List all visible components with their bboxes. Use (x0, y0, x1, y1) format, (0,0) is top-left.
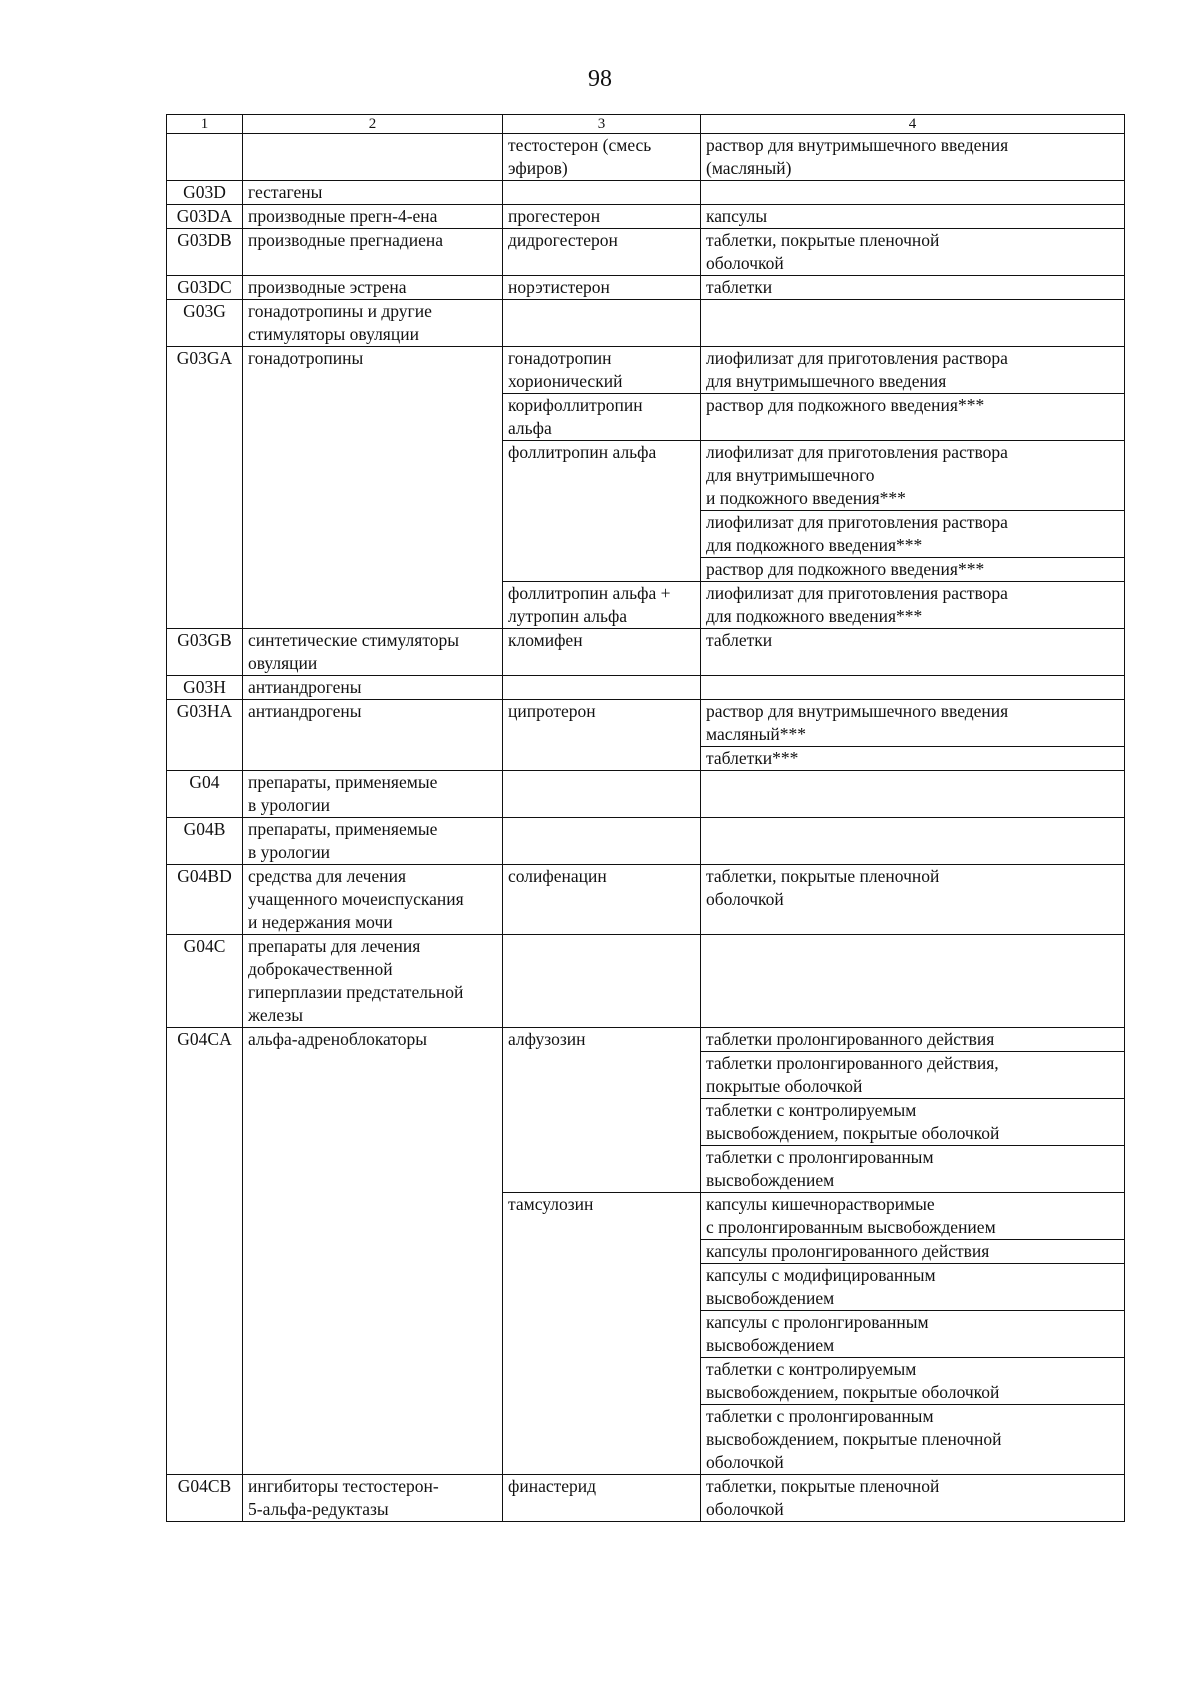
group-name-cell: альфа-адреноблокаторы (243, 1028, 503, 1475)
dosage-form-cell (701, 134, 1125, 181)
group-name-cell: препараты для лечения доброкачественной гиперплазии предстательной железы (243, 935, 503, 1028)
dosage-form-item: таблетки, покрытые пленочной оболочкой (706, 1476, 940, 1519)
dosage-form-cell (701, 181, 1125, 205)
dosage-form-item: раствор для подкожного введения*** (701, 557, 1124, 581)
drug-name-cell: солифенацин (503, 865, 701, 935)
table-row (167, 134, 1125, 181)
page-number: 98 (588, 66, 612, 92)
group-name-cell (243, 134, 503, 181)
dosage-form-cell (701, 347, 1125, 394)
dosage-form-item: капсулы пролонгированного действия (701, 1239, 1124, 1263)
atc-code-cell: G03D (167, 181, 243, 205)
dosage-form-item: капсулы с пролонгированным высвобождением (701, 1310, 1124, 1357)
group-name-cell: антиандрогены (243, 676, 503, 700)
table-row (167, 865, 1125, 935)
dosage-form-cell (701, 205, 1125, 229)
group-name-cell: препараты, применяемые в урологии (243, 771, 503, 818)
dosage-form-item: таблетки с контролируемым высвобождением, покрытые оболочкой (701, 1098, 1124, 1145)
dosage-form-cell (701, 1028, 1125, 1193)
dosage-form-item: таблетки с пролонгированным высвобождением, покрытые пленочной оболочкой (701, 1404, 1124, 1474)
dosage-form-item: таблетки, покрытые пленочной оболочкой (706, 866, 940, 909)
atc-code-cell: G03DB (167, 229, 243, 276)
drug-name-cell (503, 181, 701, 205)
table-row (167, 676, 1125, 700)
atc-code-cell: G03GA (167, 347, 243, 629)
drug-name-cell: кломифен (503, 629, 701, 676)
group-name-cell: гестагены (243, 181, 503, 205)
dosage-form-cell (701, 700, 1125, 771)
drug-name-cell (503, 676, 701, 700)
atc-code-cell: G03DA (167, 205, 243, 229)
drug-name-cell: алфузозин (503, 1028, 701, 1193)
group-name-cell: синтетические стимуляторы овуляции (243, 629, 503, 676)
drug-name-cell: норэтистерон (503, 276, 701, 300)
dosage-form-item: таблетки (706, 630, 773, 650)
header-col-4: 4 (701, 115, 1125, 134)
dosage-form-item: раствор для подкожного введения*** (706, 395, 985, 415)
group-name-cell: производные прегнадиена (243, 229, 503, 276)
dosage-form-cell (701, 300, 1125, 347)
dosage-form-cell (701, 771, 1125, 818)
dosage-form-item: раствор для внутримышечного введения (масляный) (706, 135, 1009, 178)
table-row (167, 700, 1125, 771)
dosage-form-cell (701, 676, 1125, 700)
atc-code-cell: G04C (167, 935, 243, 1028)
group-name-cell: гонадотропины (243, 347, 503, 629)
group-name-cell: производные прегн-4-ена (243, 205, 503, 229)
drug-name-cell: фоллитропин альфа (503, 441, 701, 582)
drug-name-cell: корифоллитропин альфа (503, 394, 701, 441)
header-col-1: 1 (167, 115, 243, 134)
dosage-form-item: лиофилизат для приготовления раствора для подкожного введения*** (706, 583, 1008, 626)
table-row (167, 1028, 1125, 1193)
dosage-form-item: таблетки пролонгированного действия (706, 1029, 995, 1049)
group-name-cell: производные эстрена (243, 276, 503, 300)
dosage-form-item: таблетки*** (701, 746, 1124, 770)
dosage-form-cell (701, 818, 1125, 865)
drug-name-cell: прогестерон (503, 205, 701, 229)
dosage-form-item: лиофилизат для приготовления раствора для подкожного введения*** (701, 510, 1124, 557)
dosage-form-cell (701, 1475, 1125, 1522)
table-row (167, 300, 1125, 347)
drug-name-cell (503, 818, 701, 865)
table-row (167, 229, 1125, 276)
atc-code-cell: G04 (167, 771, 243, 818)
dosage-form-item: раствор для внутримышечного введения масляный*** (706, 701, 1009, 744)
dosage-form-cell (701, 394, 1125, 441)
dosage-form-cell (701, 229, 1125, 276)
dosage-form-cell (701, 582, 1125, 629)
dosage-form-item: таблетки, покрытые пленочной оболочкой (706, 230, 940, 273)
atc-code-cell: G03GB (167, 629, 243, 676)
atc-code-cell: G03HA (167, 700, 243, 771)
table-row (167, 935, 1125, 1028)
dosage-form-item: таблетки (706, 277, 773, 297)
group-name-cell: гонадотропины и другие стимуляторы овуляции (243, 300, 503, 347)
dosage-form-cell (701, 629, 1125, 676)
dosage-form-item: лиофилизат для приготовления раствора для внутримышечного введения (706, 348, 1008, 391)
dosage-form-item: лиофилизат для приготовления раствора для внутримышечного и подкожного введения*** (706, 442, 1008, 508)
dosage-form-cell (701, 1193, 1125, 1475)
header-col-2: 2 (243, 115, 503, 134)
dosage-form-item: капсулы с модифицированным высвобождением (701, 1263, 1124, 1310)
table-row (167, 1475, 1125, 1522)
dosage-form-item: таблетки пролонгированного действия, покрытые оболочкой (701, 1051, 1124, 1098)
dosage-form-cell (701, 935, 1125, 1028)
atc-code-cell (167, 134, 243, 181)
drug-name-cell: тамсулозин (503, 1193, 701, 1475)
drug-name-cell (503, 300, 701, 347)
table-row (167, 276, 1125, 300)
drug-name-cell: ципротерон (503, 700, 701, 771)
table-row (167, 181, 1125, 205)
drug-name-cell (503, 771, 701, 818)
dosage-form-item: капсулы (706, 206, 768, 226)
header-row (167, 115, 1125, 134)
dosage-form-cell (701, 865, 1125, 935)
atc-code-cell: G03H (167, 676, 243, 700)
atc-code-cell: G04CB (167, 1475, 243, 1522)
header-col-3: 3 (503, 115, 701, 134)
dosage-form-item: таблетки с контролируемым высвобождением, покрытые оболочкой (701, 1357, 1124, 1404)
atc-code-cell: G04BD (167, 865, 243, 935)
group-name-cell: ингибиторы тестостерон- 5-альфа-редуктазы (243, 1475, 503, 1522)
atc-code-cell: G04B (167, 818, 243, 865)
group-name-cell: антиандрогены (243, 700, 503, 771)
table-row (167, 205, 1125, 229)
drug-name-cell: гонадотропин хорионический (503, 347, 701, 394)
atc-code-cell: G04CA (167, 1028, 243, 1475)
dosage-form-cell (701, 276, 1125, 300)
table-row (167, 629, 1125, 676)
drug-name-cell: дидрогестерон (503, 229, 701, 276)
dosage-form-cell (701, 441, 1125, 582)
dosage-form-item: таблетки с пролонгированным высвобождением (701, 1145, 1124, 1192)
drug-name-cell: финастерид (503, 1475, 701, 1522)
group-name-cell: препараты, применяемые в урологии (243, 818, 503, 865)
group-name-cell: средства для лечения учащенного мочеиспускания и недержания мочи (243, 865, 503, 935)
dosage-form-item: капсулы кишечнорастворимые с пролонгированным высвобождением (706, 1194, 996, 1237)
drug-table (166, 114, 1125, 1522)
drug-name-cell (503, 935, 701, 1028)
table-row (167, 347, 1125, 394)
table-row (167, 818, 1125, 865)
table-row (167, 771, 1125, 818)
atc-code-cell: G03G (167, 300, 243, 347)
drug-name-cell: фоллитропин альфа + лутропин альфа (503, 582, 701, 629)
drug-name-cell: тестостерон (смесь эфиров) (503, 134, 701, 181)
atc-code-cell: G03DC (167, 276, 243, 300)
